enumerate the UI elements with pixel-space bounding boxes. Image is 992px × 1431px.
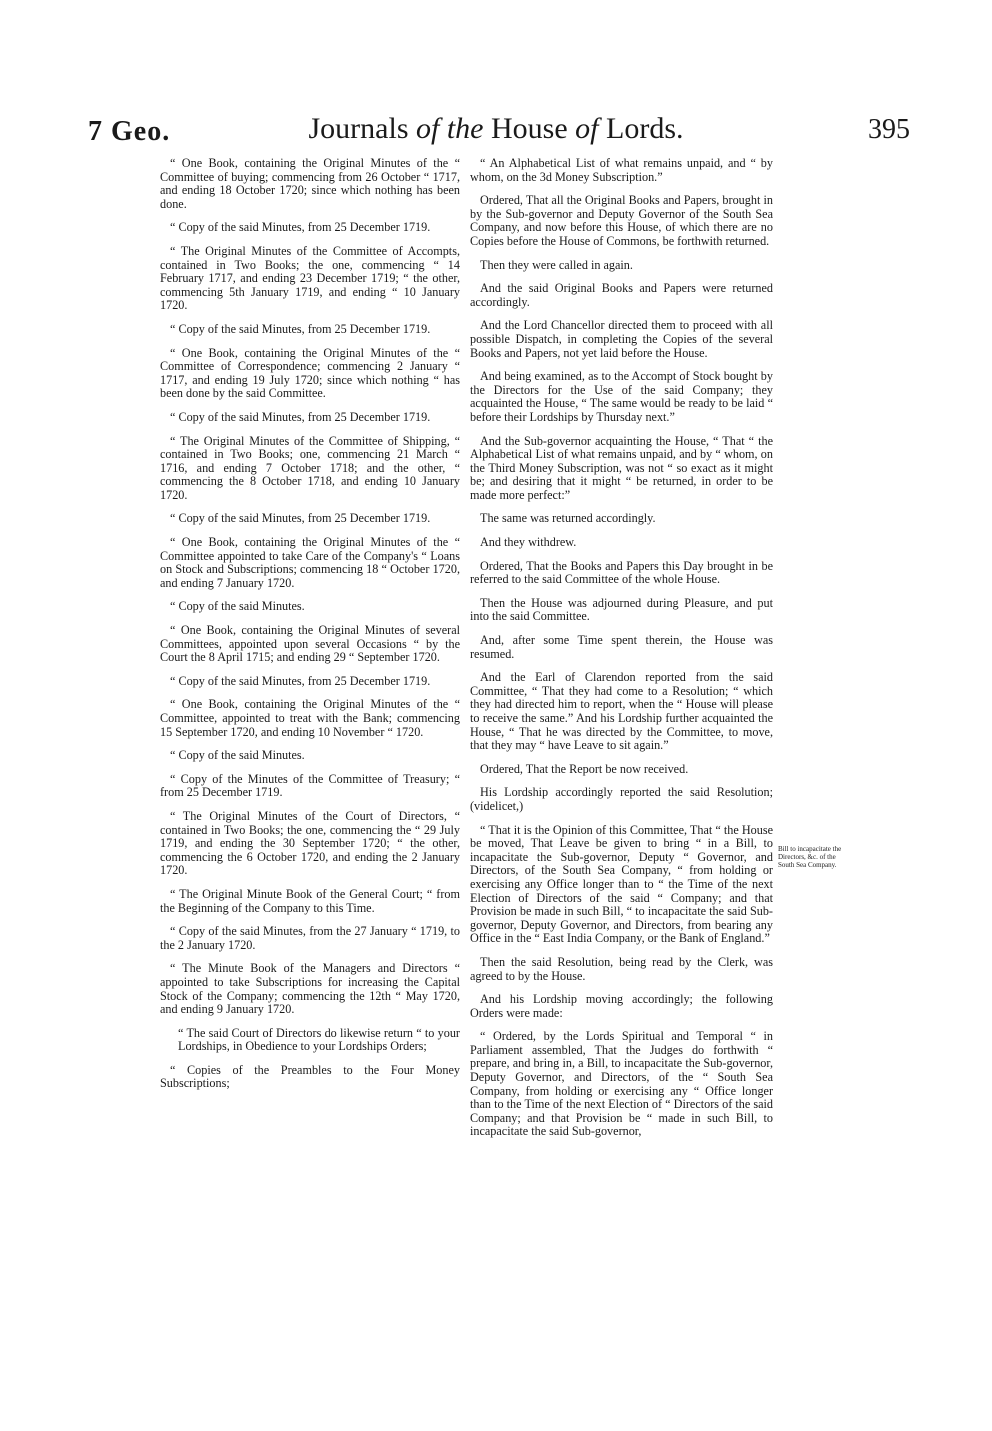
paragraph: “ Copy of the said Minutes. xyxy=(170,748,305,763)
title-part: Lords. xyxy=(598,112,684,145)
paragraph: And the Lord Chancellor directed them to proceed with all possible Dispatch, in completing the Copies of the several Books and Papers, not yet laid before the House. xyxy=(470,318,773,360)
paragraph: “ An Alphabetical List of what remains unpaid, and “ by whom, on the 3d Money Subscription.” xyxy=(470,156,773,184)
paragraph: Ordered, That the Books and Papers this Day brought in be referred to the said Committee of the whole House. xyxy=(470,558,773,587)
paragraph: “ Copy of the said Minutes, from 25 December 1719. xyxy=(170,220,431,235)
paragraph: “ Copy of the said Minutes, from the 27 January “ 1719, to the 2 January 1720. xyxy=(160,924,460,952)
paragraph: “ The said Court of Directors do likewise return “ to your Lordships, in Obedience to your Lordships Orders; xyxy=(178,1025,460,1054)
paragraph: “ The Original Minutes of the Committee of Shipping, “ contained in Two Books; one, commencing 21 March “ 1716, and ending 7 October 1718; and the other, “ commencing the 8 October 1718, and ending 10 January 1720. xyxy=(160,433,460,502)
paragraph: “ That it is the Opinion of this Committee, That “ the House be moved, That Leave be given to bring “ in a Bill, to incapacitate the Sub-governor, Deputy “ Governor, and Directors, of the South Sea Company, “ from holding or exercising any Office longer than to “ the Time of the next Election of Directors of the said “ Company; and that Provision be made in such Bill, “ to incapacitate the said Sub-governor, Deputy Governor, and Directors, from bearing any Office in the “ East India Company, or the Bank of England.” xyxy=(470,822,773,946)
paragraph: Ordered, That the Report be now received. xyxy=(480,761,689,776)
regnal-year: 7 Geo. xyxy=(88,116,171,147)
paragraph: “ Copy of the Minutes of the Committee of Treasury; “ from 25 December 1719. xyxy=(160,771,460,800)
title-part: Journals xyxy=(308,112,416,145)
paragraph: “ One Book, containing the Original Minutes of the “ Committee appointed to take Care of the Company's “ Loans on Stock and Subscriptions; commencing 18 “ October 1720, and ending 7 January 1720. xyxy=(160,535,460,590)
paragraph: “ The Original Minutes of the Court of Directors, “ contained in Two Books; the one, commencing the “ 29 July 1719, and ending the 30 September 1720; “ the other, commencing the 6 October 1720, and ending the 2 January 1720. xyxy=(160,808,460,878)
margin-note: Bill to incapacitate the Directors, &c. of the South Sea Company. xyxy=(778,845,842,869)
paragraph: “ One Book, containing the Original Minutes of the “ Committee of buying; commencing from 26 October “ 1717, and ending 18 October 1720; since which nothing has been done. xyxy=(160,156,460,211)
paragraph: And they withdrew. xyxy=(480,535,577,550)
paragraph: “ Copies of the Preambles to the Four Money Subscriptions; xyxy=(160,1062,460,1091)
paragraph: “ Copy of the said Minutes, from 25 December 1719. xyxy=(170,321,431,336)
paragraph: “ Copy of the said Minutes, from 25 December 1719. xyxy=(170,673,431,688)
paragraph: “ The Minute Book of the Managers and Directors “ appointed to take Subscriptions for increasing the Capital Stock of the Company; commencing the 12th “ May 1720, and ending 9 January 1720. xyxy=(160,961,460,1017)
running-header xyxy=(0,112,992,152)
paragraph: And being examined, as to the Accompt of Stock bought by the Directors for the Use of the said Company; they acquainted the House, “ The same would be ready to be laid “ before their Lordships by Thursday next.” xyxy=(470,369,773,424)
paragraph: Then the said Resolution, being read by the Clerk, was agreed to by the House. xyxy=(470,954,773,983)
paragraph: Then they were called in again. xyxy=(480,257,633,272)
paragraph: “ Ordered, by the Lords Spiritual and Temporal “ in Parliament assembled, That the Judges do forthwith “ prepare, and bring in, a Bill, to incapacitate the Sub-governor, Deputy Governor, and Directors, of the “ South Sea Company, from holding or exercising any “ Office longer than to the Time of the next Election of “ Directors of the said Company; and that Provision be “ made in such Bill, to incapacitate the said Sub-governor, xyxy=(470,1029,773,1139)
journal-title xyxy=(0,112,992,146)
paragraph: “ One Book, containing the Original Minutes of the “ Committee, appointed to treat with the Bank; commencing 15 September 1720, and ending 10 November “ 1720. xyxy=(160,697,460,739)
paragraph: Then the House was adjourned during Pleasure, and put into the said Committee. xyxy=(470,595,773,624)
paragraph: And his Lordship moving accordingly; the following Orders were made: xyxy=(470,992,773,1020)
paragraph: And the Sub-governor acquainting the House, “ That “ the Alphabetical List of what remains unpaid, and by “ whom, on the Third Money Subscription, was not “ so exact as it might be; and desiring that it might “ be returned, in order to be made more perfect:” xyxy=(470,433,773,502)
paragraph: The same was returned accordingly. xyxy=(480,511,656,526)
title-part: of xyxy=(575,112,599,145)
paragraph: “ Copy of the said Minutes, from 25 December 1719. xyxy=(170,409,431,424)
paragraph: “ The Original Minute Book of the General Court; “ from the Beginning of the Company to this Time. xyxy=(160,886,460,915)
paragraph: “ One Book, containing the Original Minutes of the “ Committee of Correspondence; commencing 2 January “ 1717, and ending 19 July 1720; since which nothing “ has been done by the said Committee. xyxy=(160,345,460,401)
paragraph: And, after some Time spent therein, the House was resumed. xyxy=(470,633,773,661)
page-number: 395 xyxy=(868,114,910,145)
right-column xyxy=(470,157,773,1139)
title-part: of the xyxy=(416,112,484,145)
paragraph: “ One Book, containing the Original Minutes of several Committees, appointed upon several Occasions “ by the Court the 8 April 1715; and ending 29 “ September 1720. xyxy=(160,623,460,665)
paragraph: “ Copy of the said Minutes. xyxy=(170,599,305,614)
left-column xyxy=(160,157,460,1091)
paragraph: And the said Original Books and Papers were returned accordingly. xyxy=(470,281,773,309)
paragraph: His Lordship accordingly reported the said Resolution; (videlicet,) xyxy=(470,785,773,813)
paragraph: Ordered, That all the Original Books and Papers, brought in by the Sub-governor and Deputy Governor of the South Sea Company, and now before this House, of which there are no Copies before the House of Commons, be forthwith returned. xyxy=(470,193,773,248)
title-part: House xyxy=(483,112,576,145)
paragraph: “ The Original Minutes of the Committee of Accompts, contained in Two Books; the one, commencing “ 14 February 1717, and ending 23 December 1719; “ the other, commencing 5th January 1719, and ending “ 10 January 1720. xyxy=(160,243,460,313)
paragraph: And the Earl of Clarendon reported from the said Committee, “ That they had come to a Resolution; “ which they had directed him to report, when the “ House will please to receive the same.” And his Lordship further acquainted the House, “ That he was directed by the Committee, to move, that they may “ have Leave to sit again.” xyxy=(470,670,773,753)
paragraph: “ Copy of the said Minutes, from 25 December 1719. xyxy=(170,511,431,526)
